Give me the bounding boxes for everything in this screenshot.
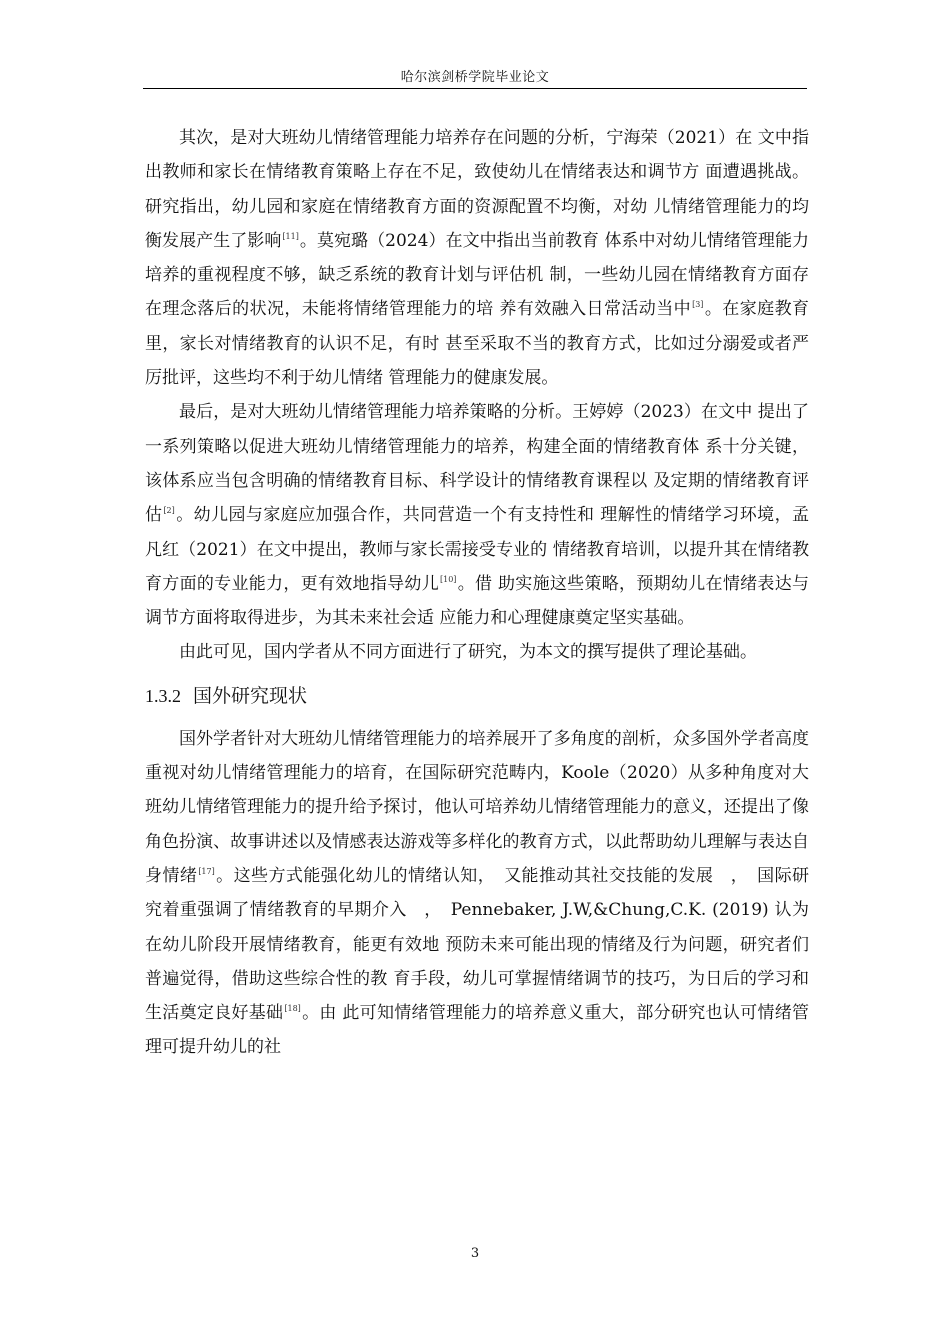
citation: [2] (163, 506, 175, 516)
section-number: 1.3.2 (145, 685, 181, 706)
header-divider (143, 88, 807, 89)
section-heading (145, 676, 809, 716)
paragraph-text: 国外学者针对大班幼儿情绪管理能力的培养展开了多角度的剖析，众多国外学者高度重视对幼儿情绪管理能力的培育，在国际研究范畴内，Koole（2020）从多种角度对大班幼儿情绪管理能力的提升给予探讨，他认可培养幼儿情绪管理能力的意义，还提出了像角色扮演、故事讲述以及情感表达游戏等多样化的教育方式，以此帮助幼儿理解与表达自身情绪 (145, 728, 809, 886)
citation: [11] (282, 231, 299, 241)
paragraph-text: 其次，是对大班幼儿情绪管理能力培养存在问题的分析，宁海荣（2021）在 文中指出教师和家长在情绪教育策略上存在不足，致使幼儿在情绪表达和调节方 面遭遇挑战。研究指出，幼儿园和家庭在情绪教育方面的资源配置不均衡，对幼 儿情绪管理能力的均衡发展产生了影响 (145, 128, 809, 251)
section-title: 国外研究现状 (193, 684, 308, 707)
paragraph-text: 。由 此可知情绪管理能力的培养意义重大，部分研究也认可情绪管理可提升幼儿的社 (145, 1003, 810, 1058)
citation: [18] (284, 1003, 301, 1013)
paragraph-foreign-research (145, 722, 809, 1065)
paragraph-text: 最后，是对大班幼儿情绪管理能力培养策略的分析。王婷婷（2023）在文中 提出了一系列策略以促进大班幼儿情绪管理能力的培养，构建全面的情绪教育体 系十分关键，该体系应当包含明确的情绪教育目标、科学设计的情绪教育课程以 及定期的情绪教育评估 (145, 402, 809, 526)
citation: [17] (198, 866, 215, 876)
page-number: 3 (470, 1246, 480, 1261)
paragraph-text: 。莫宛璐（2024）在文中指出当前教育 体系中对幼儿情绪管理能力培养的重视程度不够，缺乏系统的教育计划与评估机 制，一些幼儿园在情绪教育方面存在理念落后的状况，未能将情绪管理能力的培 养有效融入日常活动当中 (145, 230, 810, 320)
paragraph-text: 。幼儿园与家庭应加强合作，共同营造一个有支持性和 理解性的情绪学习环境，孟凡红（2021）在文中提出，教师与家长需接受专业的 情绪教育培训，以提升其在情绪教育方面的专业能力，更有效地指导幼儿 (145, 505, 810, 594)
paragraph-summary (145, 635, 809, 669)
paragraph-text: 。借 助实施这些策略，预期幼儿在情绪表达与调节方面将取得进步，为其未来社会适 应能力和心理健康奠定坚实基础。 (145, 573, 809, 629)
citation: [3] (692, 300, 704, 310)
paragraph-text: 由此可见，国内学者从不同方面进行了研究，为本文的撰写提供了理论基础。 (179, 642, 757, 663)
paragraph-text: 。在家庭教育里，家长对情绪教育的认识不足，有时 甚至采取不当的教育方式，比如过分溺爱或者严厉批评，这些均不利于幼儿情绪 管理能力的健康发展。 (145, 299, 810, 389)
paragraph-strategies (145, 395, 809, 635)
paragraph-problems (145, 121, 809, 395)
citation: [10] (440, 574, 457, 584)
paragraph-text: 。这些方式能强化幼儿的情绪认知， 又能推动其社交技能的发展 ， 国际研究着重强调了情绪教育的早期介入 ， Pennebaker, J.W,&Chung,C.K. (2019) 认为在幼儿阶段开展情绪教育，能更有效地 预防未来可能出现的情绪及行为问题，研究者们普遍觉得，借助这些综合性的教 育手段，幼儿可掌握情绪调节的技巧，为日后的学习和生活奠定良好基础 (145, 865, 810, 1024)
page-body (145, 121, 809, 1065)
running-header: 哈尔滨剑桥学院毕业论文 (400, 70, 550, 85)
